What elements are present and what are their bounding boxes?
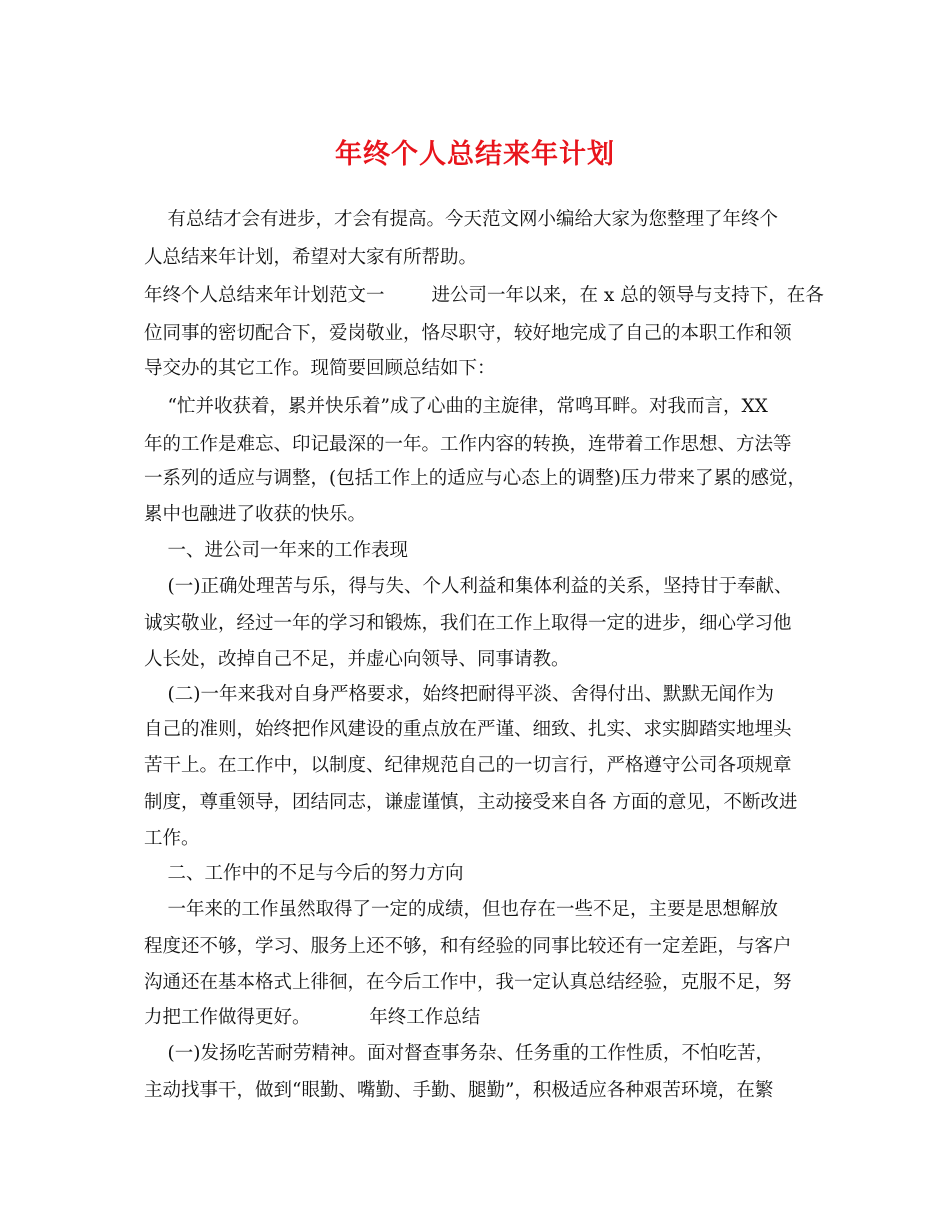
body-line: 年的工作是难忘、印记最深的一年。工作内容的转换，连带着工作思想、方法等: [144, 434, 792, 455]
body-line: 一系列的适应与调整，(包括工作上的适应与心态上的调整)压力带来了累的感觉，: [144, 468, 806, 489]
body-line: 年终个人总结来年计划范文一 进公司一年以来，在 x 总的领导与支持下，在各: [144, 285, 824, 306]
body-line: (一)发扬吃苦耐劳精神。面对督查事务杂、任务重的工作性质，不怕吃苦，: [144, 1043, 774, 1064]
body-line: (一)正确处理苦与乐，得与失、个人利益和集体利益的关系，坚持甘于奉献、: [144, 576, 793, 597]
section-heading: 二、工作中的不足与今后的努力方向: [144, 863, 464, 884]
body-line: 人总结来年计划，希望对大家有所帮助。: [144, 247, 478, 268]
body-line: 位同事的密切配合下，爱岗敬业，恪尽职守，较好地完成了自己的本职工作和领: [144, 323, 792, 344]
body-line: 一年来的工作虽然取得了一定的成绩，但也存在一些不足，主要是思想解放: [144, 899, 779, 920]
body-line: 有总结才会有进步，才会有提高。今天范文网小编给大家为您整理了年终个: [144, 209, 779, 230]
body-line: (二)一年来我对自身严格要求，始终把耐得平淡、舍得付出、默默无闻作为: [144, 684, 774, 705]
body-line: 工作。: [144, 828, 200, 849]
section-heading: 一、进公司一年来的工作表现: [144, 540, 409, 561]
body-line: 导交办的其它工作。现简要回顾总结如下：: [144, 358, 496, 379]
body-line: 苦干上。在工作中，以制度、纪律规范自己的一切言行，严格遵守公司各项规章: [144, 755, 792, 776]
body-line: 力把工作做得更好。 年终工作总结: [144, 1007, 481, 1028]
body-line: 沟通还在基本格式上徘徊，在今后工作中，我一定认真总结经验，克服不足，努: [144, 972, 792, 993]
body-line: 人长处，改掉自己不足，并虚心向领导、同事请教。: [144, 649, 570, 670]
body-line: 程度还不够，学习、服务上还不够，和有经验的同事比较还有一定差距，与客户: [144, 936, 792, 957]
body-line: 制度，尊重领导，团结同志，谦虚谨慎，主动接受来自各 方面的意见，不断改进: [144, 792, 798, 813]
document-title: 年终个人总结来年计划: [335, 139, 615, 170]
body-line: 诚实敬业，经过一年的学习和锻炼，我们在工作上取得一定的进步，细心学习他: [144, 613, 792, 634]
body-line: “忙并收获着，累并快乐着”成了心曲的主旋律，常鸣耳畔。对我而言，XX: [144, 396, 768, 417]
body-line: 主动找事干，做到“眼勤、嘴勤、手勤、腿勤”，积极适应各种艰苦环境，在繁: [144, 1080, 774, 1101]
body-line: 累中也融进了收获的快乐。: [144, 504, 367, 525]
body-line: 自己的准则，始终把作风建设的重点放在严谨、细致、扎实、求实脚踏实地埋头: [144, 719, 792, 740]
